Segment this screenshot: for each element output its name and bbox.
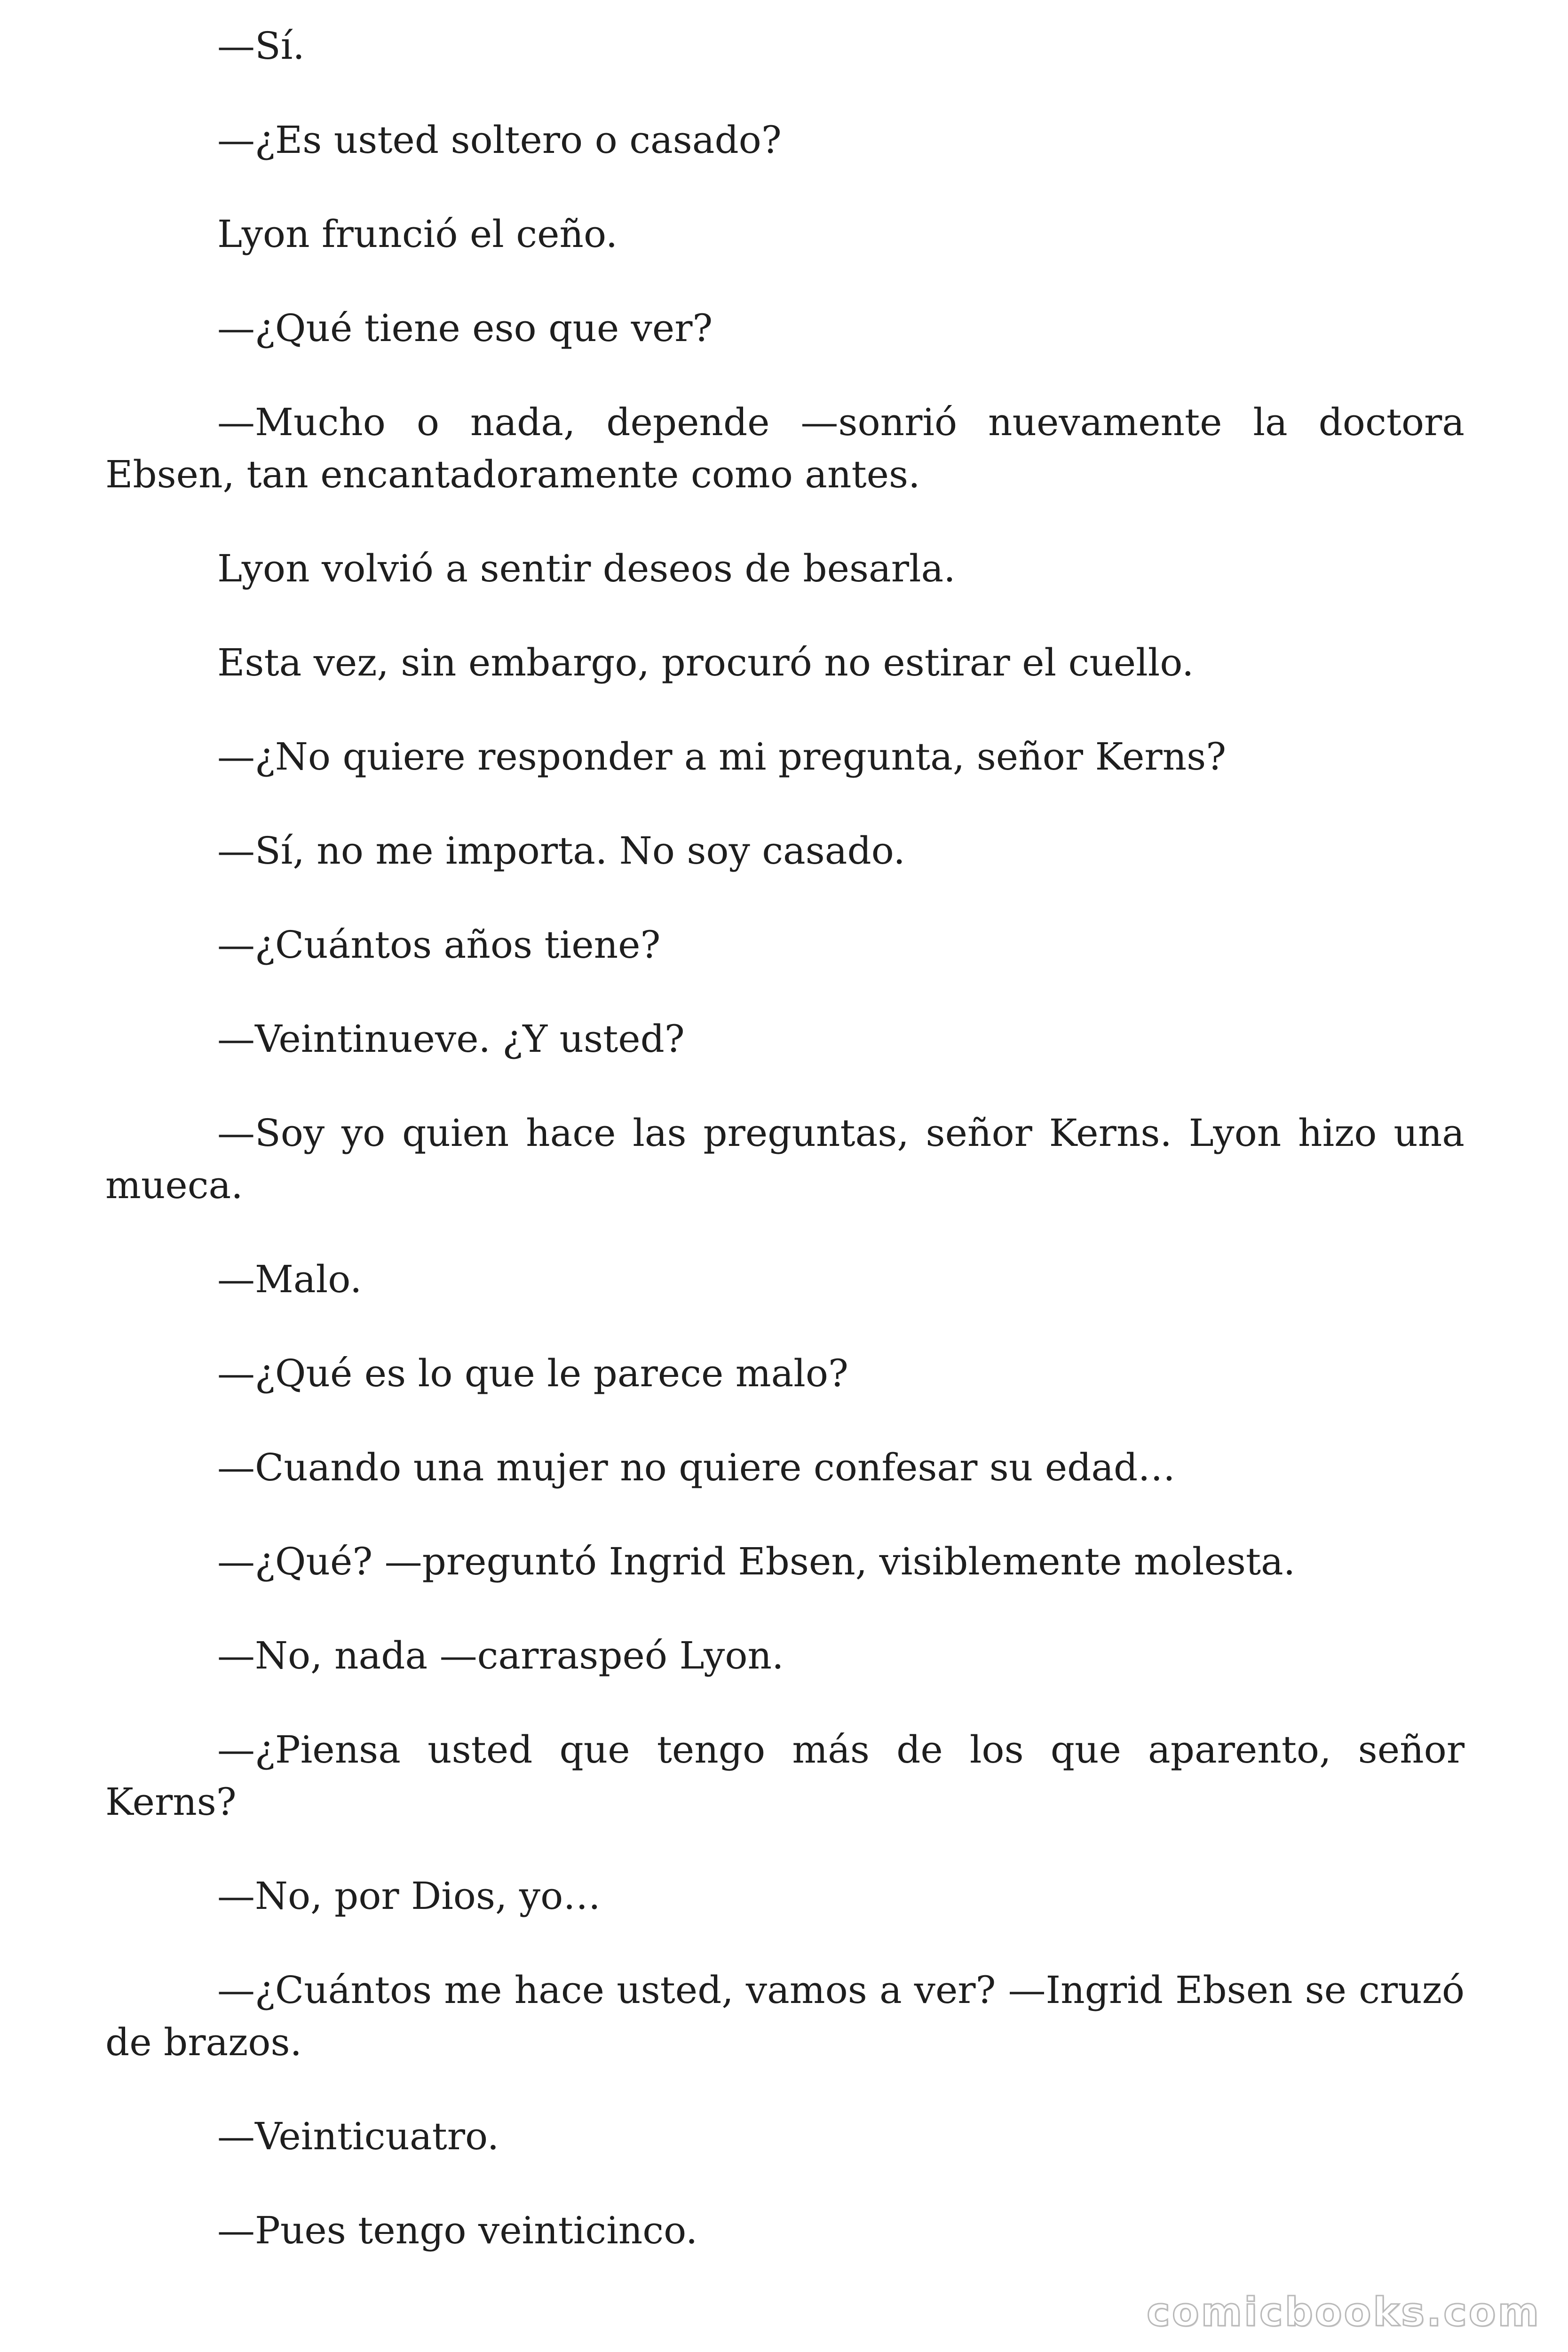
paragraph: —Cuando una mujer no quiere confesar su edad… xyxy=(217,1446,1176,1489)
paragraph: —¿Cuántos me hace usted, vamos a ver? —Ingrid Ebsen se cruzó de brazos. xyxy=(105,1968,1465,2064)
paragraph: —¿No quiere responder a mi pregunta, señor Kerns? xyxy=(217,735,1227,779)
paragraph: —Sí, no me importa. No soy casado. xyxy=(217,829,905,873)
paragraph: —¿Cuántos años tiene? xyxy=(217,923,661,967)
paragraph: —¿Es usted soltero o casado? xyxy=(217,118,782,162)
paragraph: —Pues tengo veinticinco. xyxy=(217,2209,698,2252)
paragraph: —¿Qué tiene eso que ver? xyxy=(217,306,713,350)
paragraph: —Mucho o nada, depende —sonrió nuevamente la doctora Ebsen, tan encantadoramente como antes. xyxy=(105,400,1465,496)
paragraph: —Malo. xyxy=(217,1257,362,1301)
paragraph: —¿Piensa usted que tengo más de los que aparento, señor Kerns? xyxy=(105,1728,1465,1824)
paragraph: —Veinticuatro. xyxy=(217,2114,499,2158)
paragraph: —¿Qué es lo que le parece malo? xyxy=(217,1351,848,1395)
book-page xyxy=(105,0,1465,2352)
paragraph: —No, por Dios, yo… xyxy=(217,1874,601,1918)
paragraph: Esta vez, sin embargo, procuró no estirar el cuello. xyxy=(217,641,1194,684)
paragraph: —¿Qué? —preguntó Ingrid Ebsen, visiblemente molesta. xyxy=(217,1540,1296,1583)
paragraph: —No, nada —carraspeó Lyon. xyxy=(217,1634,784,1677)
watermark-logo: comicbooks.com xyxy=(1147,2289,1541,2335)
paragraph: Lyon frunció el ceño. xyxy=(217,212,618,256)
paragraph: —Sí. xyxy=(217,24,305,68)
paragraph: Lyon volvió a sentir deseos de besarla. xyxy=(217,547,956,590)
paragraph: —Soy yo quien hace las preguntas, señor Kerns. Lyon hizo una mueca. xyxy=(105,1111,1465,1207)
paragraph: —Veintinueve. ¿Y usted? xyxy=(217,1017,685,1061)
